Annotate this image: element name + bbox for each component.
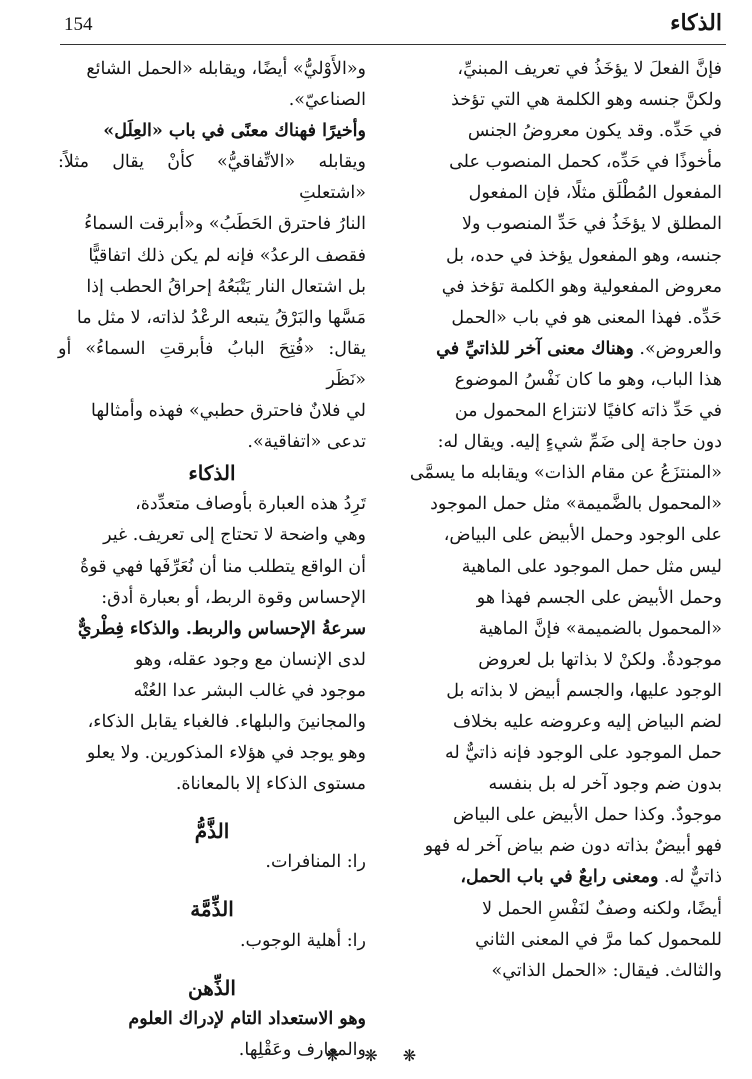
entry-heading-dhimma: الذِّمَّة [190, 897, 234, 922]
text-line: والمعارف وعَقْلِها. [238, 1039, 366, 1060]
text-line: أيضًا، ولكنه وصفٌ لنَفْسِ الحمل لا [482, 898, 722, 919]
right-column [392, 54, 722, 987]
text-line: على الوجود وحمل الأبيض على البياض، [443, 525, 722, 546]
text-line: في حَدِّ ذاته كافيًا لانتزاع المحمول من [454, 401, 722, 422]
text-line: يقال: «فُتِحَ البابُ فأبرقتِ السماءُ» أو «نَظَر [58, 338, 366, 390]
text-line: سرعةُ الإحساس والربط. والذكاء فِطْريٌّ [77, 618, 366, 639]
text-line: معروض المفعولية وهو الكلمة تؤخذ في [441, 276, 722, 297]
text-line: حمل الموجود على الوجود فإنه ذاتيٌّ له [444, 743, 722, 764]
header-rule [60, 44, 726, 45]
text-line: ويقابله «الاتِّفاقيُّ» كأنْ يقال مثلاً: «اشتعلتِ [58, 152, 366, 204]
text-line: فقصف الرعدُ» فإنه لم يكن ذلك اتفاقيًّا [88, 245, 366, 266]
text-line: وهي واضحة لا تحتاج إلى تعريف. غير [103, 525, 366, 546]
text-line: لضم البياض إليه وعروضه عليه بخلاف [453, 711, 722, 732]
cross-reference: را: أهلية الوجوب. [239, 930, 366, 951]
text-line: بل اشتعال النار يَتْبَعُهُ إحراقُ الحطب إذا [86, 276, 366, 297]
text-line: بدون ضم وجود آخر له بل بنفسه [488, 774, 722, 795]
text-line: موجود في غالب البشر عدا العُتْه [133, 680, 366, 701]
text-line [392, 862, 722, 893]
text-line: تدعى «اتفاقية». [247, 432, 366, 453]
text-line: تَرِدُ هذه العبارة بأوصاف متعدِّدة، [135, 494, 366, 515]
entry-heading-dhakaa: الذكاء [188, 461, 236, 486]
text-line: ولكنَّ جنسه وهو الكلمة هي التي تؤخذ [451, 90, 722, 111]
text-line: مستوى الذكاء إلا بالمعاناة. [175, 774, 366, 795]
text-line: فإنَّ الفعلَ لا يؤخَذُ في تعريف المبنيِّ، [457, 59, 722, 79]
cross-reference: را: المنافرات. [265, 852, 366, 873]
text-line: ليس مثل حمل الموجود على الماهية [461, 556, 722, 577]
page-number: 154 [64, 14, 93, 35]
text-line: «المحمول بالضَّميمة» مثل حمل الموجود [430, 494, 722, 515]
bold-phrase: وهناك معنى آخر للذاتيِّ في [436, 338, 634, 359]
text-line [392, 334, 722, 365]
text-line: والثالث. فيقال: «الحمل الذاتي» [491, 960, 722, 981]
text-line: دون حاجة إلى ضَمِّ شيءٍ إليه. ويقال له: [437, 432, 722, 453]
text-line: لدى الإنسان مع وجود عقله، وهو [134, 649, 366, 670]
text-line: الصناعيّ». [288, 90, 366, 111]
footer-ornament: ❋ ❋ ❋ [325, 1046, 427, 1065]
text-line: هذا الباب، وهو ما كان نَفْسُ الموضوع [454, 369, 722, 390]
text-line: وهو يوجد في هؤلاء المذكورين. ولا يعلو [86, 743, 366, 764]
text-line: مَسَّها والبَرْقُ يتبعه الرعْدُ لذاته، لا مثل ما [76, 307, 366, 328]
text-line: لي فلانٌ فاحترق حطبي» فهذه وأمثالها [91, 401, 366, 422]
text-line: «المنتزَعُ عن مقام الذات» ويقابله ما يسمَّى [409, 463, 722, 484]
text-line: وأخيرًا فهناك معنًى في باب «العِلَل» [103, 121, 366, 142]
text-line: النارُ فاحترق الحَطَبُ» و«أبرقت السماءُ [84, 214, 366, 235]
text-line: المفعول المُطْلَق مثلًا، فإن المفعول [468, 183, 722, 204]
running-title: الذكاء [670, 10, 722, 36]
left-column [58, 54, 366, 1066]
text-line: الإحساس وقوة الربط، أو بعبارة أدق: [101, 587, 366, 608]
entry-heading-dhihn: الذِّهن [188, 975, 236, 1000]
text-line: موجودٌ. وكذا حمل الأبيض على البياض [453, 805, 722, 826]
text-line: جنسه، وهو المفعول يؤخذ في حده، بل [445, 245, 722, 266]
text-line: فهو أبيضٌ بذاته دون ضم بياض آخر له فهو [424, 836, 722, 857]
text-segment: والعروض». [639, 338, 722, 359]
text-line: مأخوذًا في حَدِّه، كحمل المنصوب على [449, 152, 722, 173]
text-line: الوجود عليها، والجسم أبيض لا بذاته بل [446, 680, 722, 701]
text-line: و«الأَوْليُّ» أيضًا، ويقابله «الحمل الشائع [86, 59, 366, 79]
entry-heading-dhamm: الذَّمُّ [194, 819, 230, 844]
text-line: للمحمول كما مرَّ في المعنى الثاني [475, 929, 722, 950]
text-line: المطلق لا يؤخَذُ في حَدِّ المنصوب ولا [462, 214, 722, 235]
text-line: «المحمول بالضميمة» فإنَّ الماهية [478, 618, 722, 639]
text-line: والمجانينَ والبلهاء. فالغباء يقابل الذكاء، [87, 711, 366, 732]
bold-phrase: ومعنى رابعٌ في باب الحمل، [460, 867, 659, 888]
text-line: في حَدِّه. وقد يكون معروضُ الجنس [467, 121, 722, 142]
page-header [0, 0, 752, 52]
text-line: حَدِّه. فهذا المعنى هو في باب «الحمل [451, 307, 722, 328]
text-line: موجودةٌ. ولكنْ لا بذاتها بل لعروض [478, 649, 722, 670]
text-line: وهو الاستعداد التام لإدراك العلوم [128, 1008, 366, 1029]
text-line: وحمل الأبيض على الجسم فهذا هو [476, 587, 722, 608]
text-segment: ذاتيٌّ له. [664, 867, 722, 888]
text-line: أن الواقع يتطلب منا أن نُعَرِّفَها فهي قوةُ [80, 556, 366, 577]
